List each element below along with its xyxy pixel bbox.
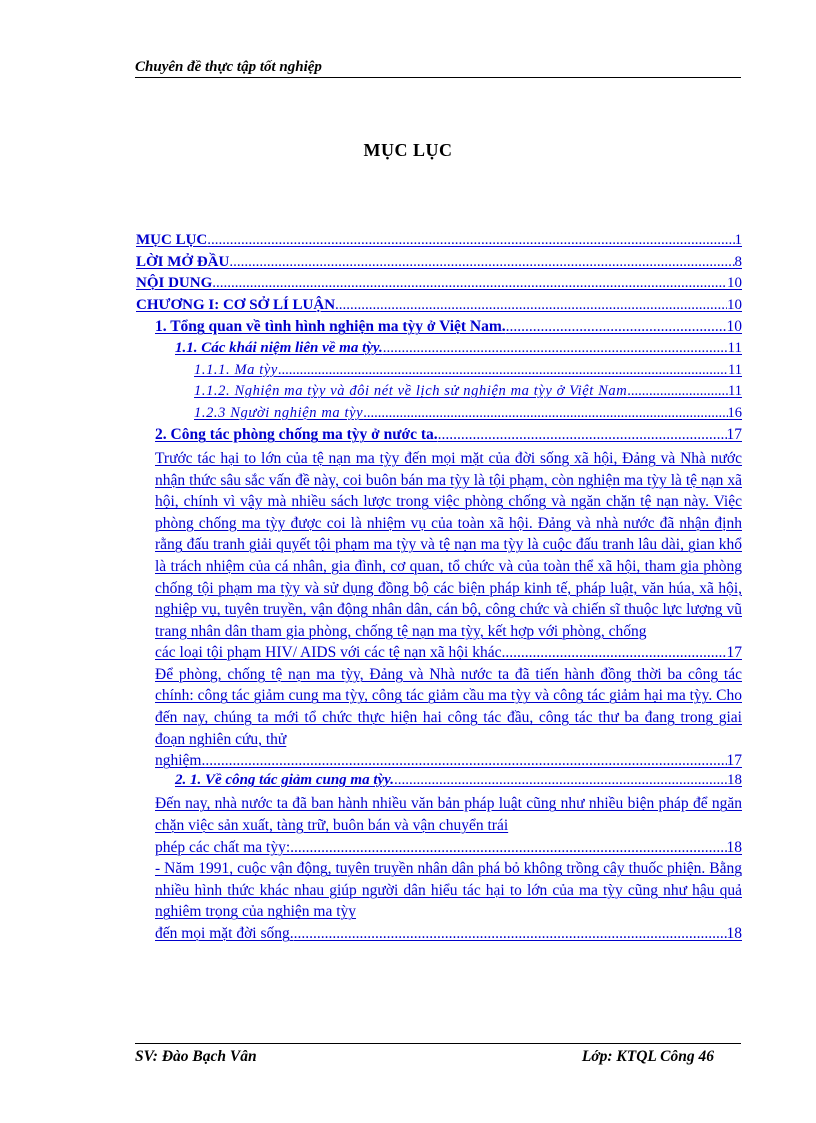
- toc-entry-page: 18: [726, 925, 742, 942]
- header-title: Chuyên đề thực tập tốt nghiệp: [135, 59, 322, 75]
- toc-entry-text: các loại tội phạm HIV/ AIDS với các tệ nạn xã hội khác.: [155, 644, 506, 662]
- page-title: MỤC LỤC: [363, 140, 453, 160]
- toc-entry-section-1-1-2[interactable]: [194, 383, 742, 405]
- dot-leader: [438, 426, 727, 444]
- dot-leader: [335, 297, 727, 314]
- toc-paragraph-body: Đến nay, nhà nước ta đã ban hành nhiều văn bản pháp luật cũng như nhiều biện pháp để ngăn chặn việc sản xuất, tàng trữ, buôn bán và vận chuyển trái: [155, 795, 742, 835]
- toc-entry-text: 1.2.3 Người nghiện ma tỳy: [194, 404, 364, 421]
- toc-entry-section-1[interactable]: [155, 318, 742, 340]
- toc-entry-section-1-1[interactable]: [175, 340, 742, 362]
- toc-entry-page: 16: [727, 404, 742, 421]
- toc-entry-text: MỤC LỤC: [136, 232, 208, 248]
- toc-entry-text: 1.1. Các khái niệm liên về ma tỳy.: [175, 339, 383, 356]
- toc-entry-text: LỜI MỞ ĐẦU: [136, 253, 230, 270]
- toc-entry-text: đến mọi mặt đời sống.: [155, 925, 294, 942]
- toc-entry-loi-mo-dau[interactable]: [136, 254, 742, 276]
- toc-entry-paragraph[interactable]: [155, 448, 742, 664]
- page-footer: [135, 1043, 741, 1066]
- toc-entry-page: 8: [734, 253, 742, 270]
- toc-entry-text: nghiệm.: [155, 752, 206, 770]
- dot-leader: [207, 232, 734, 249]
- toc-entry-text: 1.1.2. Nghiện ma tỳy và đôi nét về lịch sử nghiện ma tỳy ở Việt Nam: [194, 383, 628, 400]
- dot-leader: [278, 362, 728, 379]
- toc-entry-chuong-1[interactable]: [136, 297, 742, 319]
- toc-entry-paragraph[interactable]: [155, 858, 742, 944]
- toc-entry-page: 10: [727, 275, 742, 292]
- toc-entry-muc-luc[interactable]: [136, 232, 742, 254]
- toc-entry-page: 18: [727, 771, 742, 788]
- toc-paragraph-body: - Năm 1991, cuộc vận động, tuyên truyền nhân dân phá bỏ không trồng cây thuốc phiện. Bằng nhiều hình thức khác nhau giúp người dân hiểu tác hại to lớn của ma tỳy cũng như hậu quả nghiêm trọng của nghiện ma tỳy: [155, 860, 742, 921]
- dot-leader: [363, 405, 727, 422]
- toc-entry-text: NỘI DUNG: [136, 275, 213, 292]
- page-header: [135, 58, 741, 78]
- dot-leader: [627, 383, 728, 400]
- toc-entry-text: 1.1.1. Ma tỳy: [194, 361, 278, 378]
- toc-entry-text: 1. Tổng quan về tình hình nghiện ma tỳy ở Việt Nam.: [155, 318, 506, 336]
- toc-entry-text: 2. 1. Về công tác giảm cung ma tỳy.: [175, 771, 395, 788]
- toc-entry-page: 11: [728, 361, 742, 378]
- toc-entry-page: 10: [727, 296, 742, 313]
- dot-leader: [212, 275, 727, 292]
- toc-entry-page: 17: [726, 426, 742, 444]
- toc-paragraph-body: Để phòng, chống tệ nạn ma tỳy, Đảng và Nhà nước ta đã tiến hành đồng thời ba công tác chính: công tác giảm cung ma tỳy, công tác giảm cầu ma tỳy và công tác giảm hại ma tỳy. Cho đến nay, chúng ta mới tổ chức thực hiện hai công tác đầu, công tác thư ba đang trong giai đoạn nghiên cứu, thử: [155, 665, 742, 748]
- toc-entry-text: phép các chất ma tỳy:: [155, 838, 291, 856]
- toc-entry-page: 18: [726, 838, 742, 856]
- toc-entry-paragraph[interactable]: [155, 793, 742, 858]
- toc-paragraph-last-line: [155, 923, 742, 945]
- toc-entry-page: 1: [734, 232, 742, 248]
- table-of-contents: [136, 232, 742, 945]
- toc-entry-text: 2. Công tác phòng chống ma tỳy ở nước ta.: [155, 426, 438, 444]
- toc-entry-page: 17: [726, 752, 742, 770]
- toc-entry-page: 11: [727, 339, 742, 356]
- toc-entry-section-1-2-3[interactable]: [194, 405, 742, 427]
- toc-paragraph-body: Trước tác hại to lớn của tệ nạn ma tỳy đến mọi mặt của đời sống xã hội, Đảng và Nhà nước nhận thức sâu sắc vấn đề này, coi buôn bán ma tỳy là tội phạm, còn nghiện ma tỳy là tệ nạn xã hội, chính vì vậy mà nhiều sách lược trong việc phòng chống và ngăn chặn tệ nạn này. Việc phòng chống ma tỳy được coi là nhiệm vụ của toàn xã hội. Đảng và nhà nước đã nhận định rằng đấu tranh giải quyết tội phạm ma tỳy và tệ nạn ma tỳy là cuộc đấu tranh lâu dài, gian khổ là trách nhiệm của cá nhân, gia đình, cơ quan, tổ chức và của toàn thể xã hội, tham gia phòng chống tội phạm ma tỳy và sử dụng đồng bộ các biện pháp kinh tế, pháp luật, văn húa, xã hội, nghiệp vụ, tuyên truyền, vận động nhân dân, cán bộ, công chức và chiến sĩ thuộc lực lượng vũ trang nhân dân tham gia phòng, chống tệ nạn ma tỳy, kết hợp với phòng, chống: [155, 449, 742, 640]
- toc-entry-page: 10: [726, 318, 742, 336]
- toc-entry-page: 11: [728, 383, 742, 400]
- dot-leader: [505, 642, 726, 664]
- toc-entry-noi-dung[interactable]: [136, 275, 742, 297]
- toc-entry-section-2-1[interactable]: [175, 772, 742, 794]
- dot-leader: [229, 254, 734, 271]
- dot-leader: [205, 750, 726, 772]
- toc-paragraph-last-line: [155, 837, 742, 859]
- toc-entry-paragraph[interactable]: [155, 664, 742, 772]
- toc-paragraph-last-line: [155, 750, 742, 772]
- toc-entry-text: CHƯƠNG I: CƠ SỞ LÍ LUẬN: [136, 296, 336, 313]
- footer-class: Lớp: KTQL Công 46: [581, 1048, 714, 1065]
- dot-leader: [294, 923, 727, 945]
- dot-leader: [383, 340, 728, 357]
- toc-entry-page: 17: [726, 644, 742, 662]
- footer-student-name: SV: Đào Bạch Vân: [135, 1048, 257, 1065]
- dot-leader: [290, 837, 726, 859]
- dot-leader: [506, 318, 727, 336]
- toc-paragraph-last-line: [155, 642, 742, 664]
- toc-entry-section-2[interactable]: [155, 426, 742, 448]
- dot-leader: [394, 772, 727, 789]
- toc-entry-section-1-1-1[interactable]: [194, 362, 742, 384]
